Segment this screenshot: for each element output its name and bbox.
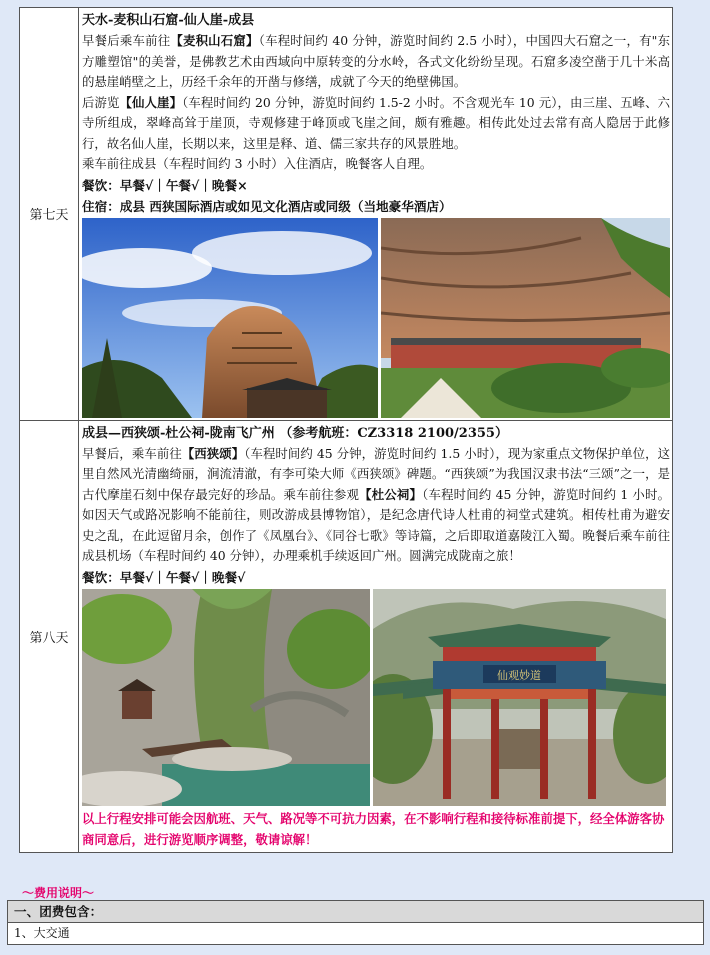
xianren-cliff-photo xyxy=(381,218,670,418)
fee-section-title: ～费用说明～ xyxy=(22,886,95,900)
day8-paragraph-1: 早餐后，乘车前往【西狭颂】（车程时间约 45 分钟，游览时间约 1.5 小时），现为家重点文物保护单位，这里自然风光清幽绮丽，涧流清澈，有李可染大师《西狭颂》碑题。“西狭颂”为我国汉隶书法“三颂”之一，是古代摩崖石刻中保存最完好的珍品。乘车前往参观【杜公祠】（车程时间约 45 分钟，游览时间约 1 小时。如因天气或路况影响不能前往，则改游成县博物馆），是纪念唐代诗人杜甫的祠堂式建筑。相传杜甫为避安史之乱，在此逗留月余，创作了《凤凰台》、《同谷七歌》等诗篇，之后即取道嘉陵江入蜀。晚餐后乘车前往成县机场（车程时间约 40 分钟），办理乘机手续返回广州。圆满完成陇南之旅！ xyxy=(82,445,671,563)
maiji-mountain-photo xyxy=(82,218,378,418)
day8-label: 第八天 xyxy=(20,420,79,852)
day8-row xyxy=(20,420,673,852)
day7-paragraph-1: 早餐后乘车前往【麦积山石窟】（车程时间约 40 分钟，游览时间约 2.5 小时），中国四大石窟之一，有"东方雕塑馆"的美誉，是佛教艺术由西域向中原转变的分水岭，各式文化纷纷呈现。石窟多凌空凿于几十米高的悬崖峭壁之上，历经千余年的开凿与修缮，成就了今天的绝壁佛国。 xyxy=(82,33,671,89)
itinerary-table xyxy=(19,7,673,853)
gate-plaque-text: 仙观妙道 xyxy=(497,668,541,682)
day7-photos xyxy=(82,218,670,418)
day7-label: 第七天 xyxy=(20,8,79,421)
xixia-canyon-photo xyxy=(82,589,370,806)
day7-row xyxy=(20,8,673,421)
itinerary-notice: 以上行程安排可能会因航班、天气、路况等不可抗力因素，在不影响行程和接待标准前提下，经全体游客协商同意后，进行游览顺序调整，敬请谅解！ xyxy=(82,810,665,847)
day8-meals: 餐饮：早餐√｜午餐√｜晚餐√ xyxy=(82,569,246,585)
day7-paragraph-3: 乘车前往成县（车程时间约 3 小时）入住酒店，晚餐客人自理。 xyxy=(82,156,433,171)
fee-row-transport: 1、大交通 xyxy=(14,926,70,940)
day7-hotel: 住宿：成县 西狭国际酒店或如见文化酒店或同级（当地豪华酒店） xyxy=(82,198,452,214)
day8-title: 成县—西狭颂-杜公祠-陇南飞广州 （参考航班：CZ3318 2100/2355） xyxy=(82,425,508,441)
fee-included-header: 一、团费包含： xyxy=(8,901,703,923)
day7-meals: 餐饮：早餐√｜午餐√｜晚餐× xyxy=(82,177,248,193)
day8-content xyxy=(79,420,673,852)
day7-content xyxy=(79,8,673,421)
day8-photos xyxy=(82,589,670,806)
dugong-temple-gate-photo xyxy=(373,589,666,806)
day7-paragraph-2: 后游览【仙人崖】（车程时间约 20 分钟，游览时间约 1.5-2 小时。不含观光车 10 元），由三崖、五峰、六寺所组成，翠峰高耸于崖顶，寺观修建于峰顶或飞崖之间，颇有雅趣。相传此处过去常有高人隐居于此修行，故名仙人崖，长期以来，这里是释、道、儒三家共存的风景胜地。 xyxy=(82,94,671,151)
day7-title: 天水-麦积山石窟-仙人崖-成县 xyxy=(82,13,255,28)
fee-table xyxy=(7,900,704,945)
